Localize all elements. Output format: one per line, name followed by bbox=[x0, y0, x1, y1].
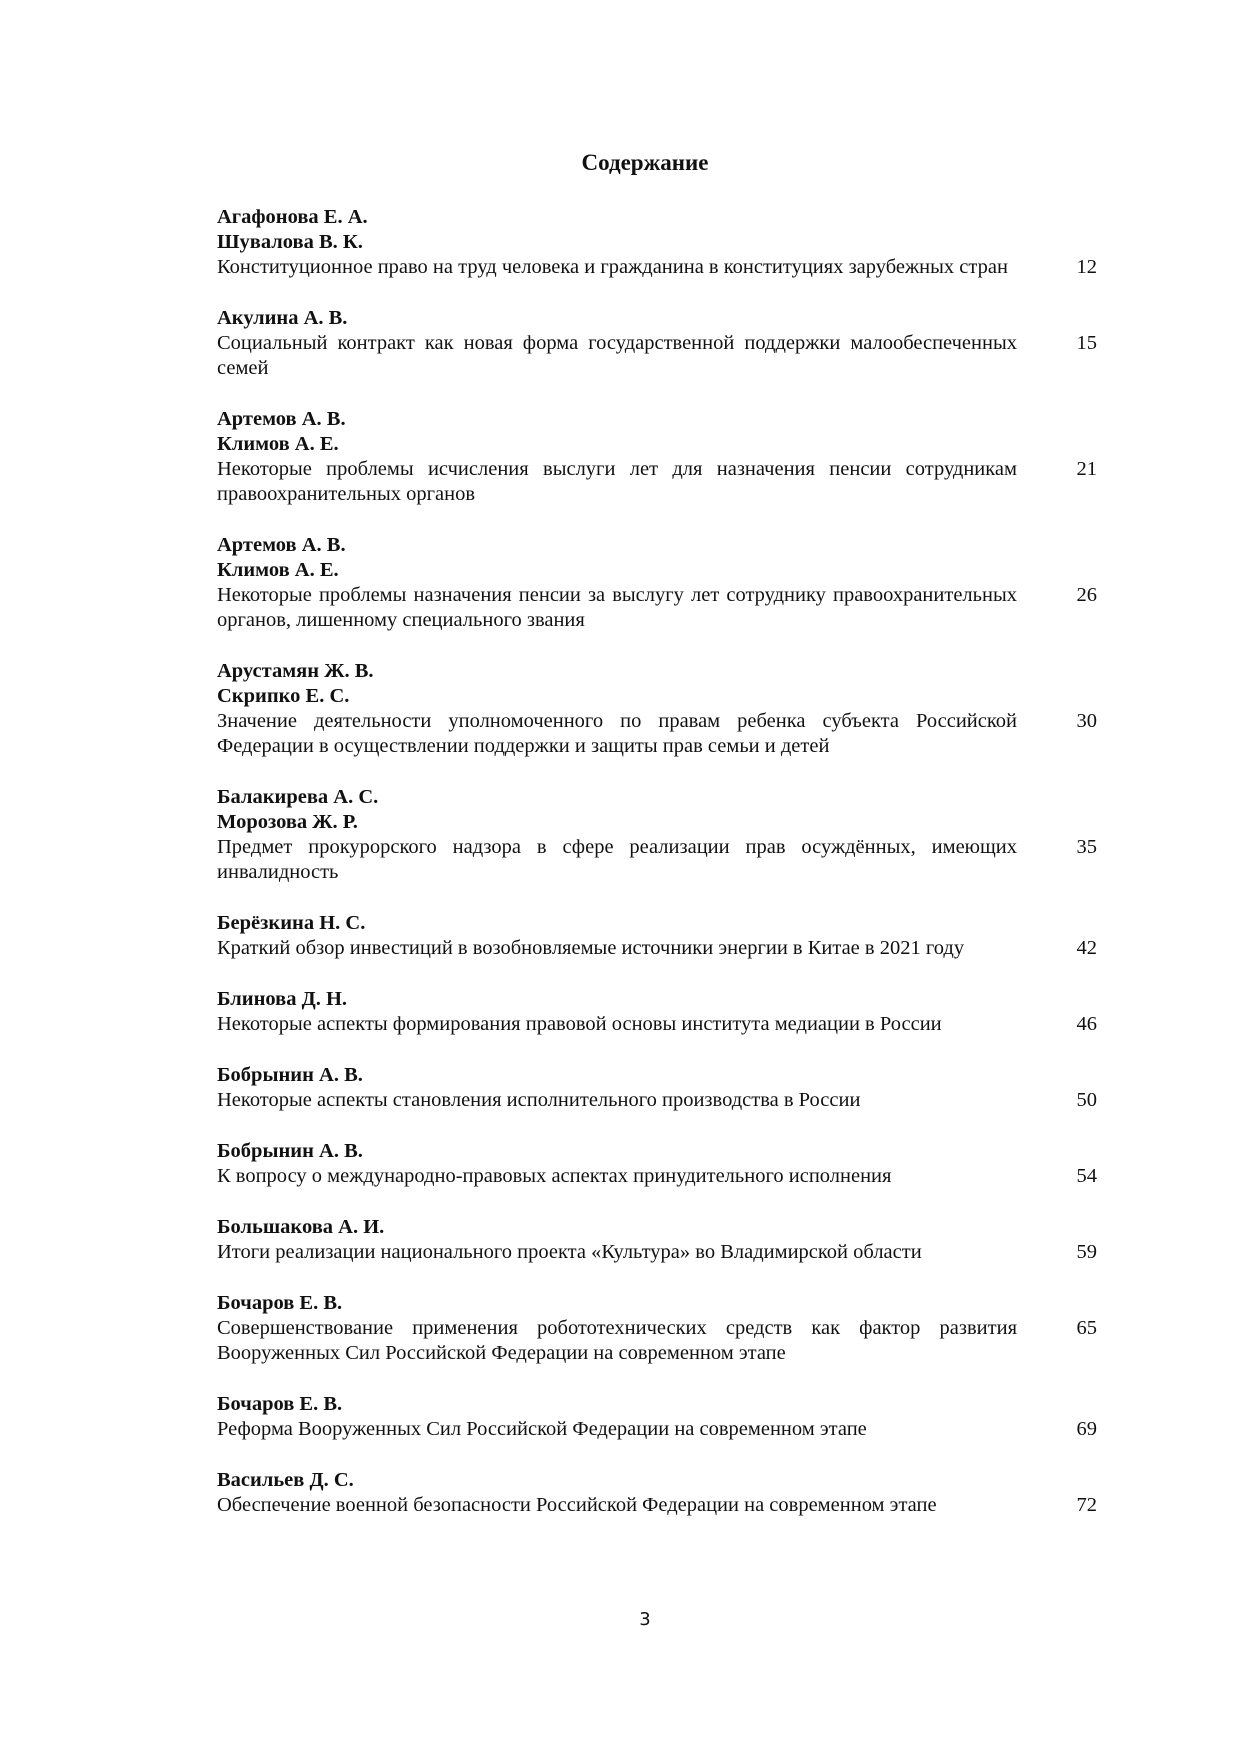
toc-entry-title: Некоторые аспекты формирования правовой основы института медиации в России bbox=[217, 1013, 942, 1035]
toc-entry-author: Берёзкина Н. С. bbox=[217, 912, 366, 934]
toc-entry-author: Климов А. Е. bbox=[217, 559, 339, 581]
toc-entry[interactable] bbox=[217, 205, 1097, 280]
toc-entry-author: Балакирева А. С. bbox=[217, 786, 379, 808]
toc-entry-row bbox=[217, 1417, 1097, 1442]
toc-entry[interactable] bbox=[217, 1215, 1097, 1265]
toc-entry-author: Бочаров Е. В. bbox=[217, 1292, 343, 1314]
toc-entry-page-number: 69 bbox=[1076, 1418, 1097, 1440]
toc-entry-page-number: 15 bbox=[1076, 332, 1097, 354]
toc-entry-page-number: 72 bbox=[1076, 1494, 1097, 1516]
toc-entry-title: Краткий обзор инвестиций в возобновляемые источники энергии в Китае в 2021 году bbox=[217, 937, 965, 959]
toc-entry-row bbox=[217, 1240, 1097, 1265]
page-title: Содержание bbox=[581, 150, 709, 175]
toc-entry-row bbox=[217, 709, 1097, 759]
toc-entry-author: Скрипко Е. С. bbox=[217, 685, 350, 707]
toc-entry-author: Морозова Ж. Р. bbox=[217, 811, 358, 833]
toc-entry-row bbox=[217, 1164, 1097, 1189]
toc-entry-row bbox=[217, 936, 1097, 961]
toc-entry-author: Бобрынин А. В. bbox=[217, 1140, 363, 1162]
table-of-contents bbox=[217, 205, 1097, 1544]
toc-entry-author: Акулина А. В. bbox=[217, 307, 348, 329]
toc-entry[interactable] bbox=[217, 1392, 1097, 1442]
toc-entry[interactable] bbox=[217, 1468, 1097, 1518]
toc-entry[interactable] bbox=[217, 659, 1097, 759]
toc-entry-page-number: 65 bbox=[1076, 1317, 1097, 1339]
toc-entry-author: Бочаров Е. В. bbox=[217, 1393, 343, 1415]
toc-entry-row bbox=[217, 331, 1097, 381]
toc-entry[interactable] bbox=[217, 306, 1097, 381]
toc-entry[interactable] bbox=[217, 785, 1097, 885]
toc-entry-author: Блинова Д. Н. bbox=[217, 988, 348, 1010]
toc-entry-author: Арустамян Ж. В. bbox=[217, 660, 374, 682]
toc-entry-page-number: 35 bbox=[1076, 836, 1097, 858]
toc-entry-page-number: 54 bbox=[1076, 1165, 1097, 1187]
toc-entry-page-number: 59 bbox=[1076, 1241, 1097, 1263]
toc-entry-author: Климов А. Е. bbox=[217, 433, 339, 455]
toc-entry-author: Васильев Д. С. bbox=[217, 1469, 354, 1491]
toc-entry-row bbox=[217, 1316, 1097, 1366]
toc-entry-title: Некоторые аспекты становления исполнительного производства в России bbox=[217, 1089, 861, 1111]
toc-entry-row bbox=[217, 583, 1097, 633]
toc-entry-row bbox=[217, 835, 1097, 885]
toc-entry-author: Большакова А. И. bbox=[217, 1216, 385, 1238]
toc-entry-row bbox=[217, 1493, 1097, 1518]
toc-entry-title: Обеспечение военной безопасности Российской Федерации на современном этапе bbox=[217, 1494, 937, 1516]
toc-entry-page-number: 30 bbox=[1076, 710, 1097, 732]
toc-entry[interactable] bbox=[217, 1291, 1097, 1366]
toc-entry-row bbox=[217, 1088, 1097, 1113]
toc-entry-author: Артемов А. В. bbox=[217, 534, 346, 556]
toc-entry-author: Артемов А. В. bbox=[217, 408, 346, 430]
toc-entry-row bbox=[217, 1012, 1097, 1037]
page-number: 3 bbox=[639, 1609, 651, 1630]
toc-entry-title: Итоги реализации национального проекта «Культура» во Владимирской области bbox=[217, 1241, 922, 1263]
toc-entry-title: Некоторые проблемы назначения пенсии за выслугу лет сотруднику правоохранительных органов, лишенному специального звания bbox=[217, 584, 1017, 631]
toc-entry[interactable] bbox=[217, 911, 1097, 961]
toc-entry[interactable] bbox=[217, 533, 1097, 633]
toc-entry-title: Некоторые проблемы исчисления выслуги лет для назначения пенсии сотрудникам правоохранительных органов bbox=[217, 458, 1017, 505]
toc-entry-title: Конституционное право на труд человека и гражданина в конституциях зарубежных стран bbox=[217, 256, 1008, 278]
toc-entry-title: Совершенствование применения робототехнических средств как фактор развития Вооруженных Сил Российской Федерации на современном этапе bbox=[217, 1317, 1017, 1364]
toc-entry-page-number: 21 bbox=[1076, 458, 1097, 480]
toc-entry-page-number: 42 bbox=[1076, 937, 1097, 959]
toc-entry-title: К вопросу о международно-правовых аспектах принудительного исполнения bbox=[217, 1165, 892, 1187]
toc-entry-author: Агафонова Е. А. bbox=[217, 206, 368, 228]
toc-entry[interactable] bbox=[217, 1139, 1097, 1189]
toc-entry[interactable] bbox=[217, 1063, 1097, 1113]
toc-entry-title: Предмет прокурорского надзора в сфере реализации прав осуждённых, имеющих инвалидность bbox=[217, 836, 1017, 883]
toc-entry-page-number: 12 bbox=[1076, 256, 1097, 278]
toc-entry[interactable] bbox=[217, 407, 1097, 507]
toc-entry-title: Реформа Вооруженных Сил Российской Федерации на современном этапе bbox=[217, 1418, 867, 1440]
toc-entry-page-number: 50 bbox=[1076, 1089, 1097, 1111]
toc-entry-author: Бобрынин А. В. bbox=[217, 1064, 363, 1086]
toc-entry-row bbox=[217, 255, 1097, 280]
toc-entry[interactable] bbox=[217, 987, 1097, 1037]
toc-entry-title: Социальный контракт как новая форма государственной поддержки малообеспеченных семей bbox=[217, 332, 1017, 379]
toc-entry-row bbox=[217, 457, 1097, 507]
toc-entry-title: Значение деятельности уполномоченного по правам ребенка субъекта Российской Федерации в осуществлении поддержки и защиты прав семьи и детей bbox=[217, 710, 1017, 757]
toc-entry-page-number: 46 bbox=[1076, 1013, 1097, 1035]
toc-entry-author: Шувалова В. К. bbox=[217, 231, 363, 253]
toc-entry-page-number: 26 bbox=[1076, 584, 1097, 606]
